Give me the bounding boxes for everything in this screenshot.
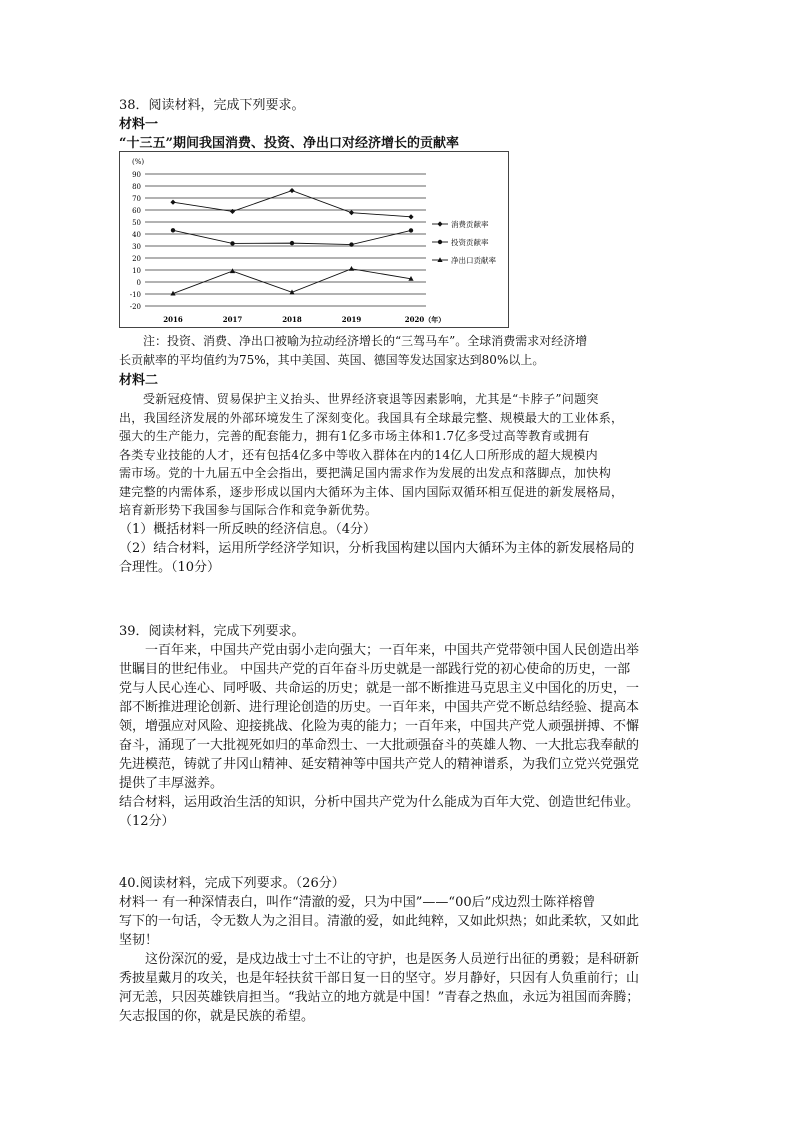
x-tick-label: 2020（年）: [404, 315, 446, 324]
q39-material-line: 奋斗，涌现了一大批视死如归的革命烈士、一大批顽强奋斗的英雄人物、一大批忘我奉献的: [119, 738, 640, 753]
y-tick-label: 50: [132, 219, 141, 227]
data-point-series-3: [230, 268, 235, 273]
x-tick-label: 2019: [341, 315, 362, 324]
q38-material2-line: 强大的生产能力，完善的配套能力，拥有1亿多市场主体和1.7亿多受过高等教育或拥有: [119, 429, 590, 443]
q39-heading: 39．阅读材料，完成下列要求。: [119, 624, 305, 639]
q40-block: [119, 874, 679, 1026]
q38-material2: [119, 371, 679, 577]
data-point-series-2: [230, 241, 234, 245]
y-tick-label: 10: [132, 267, 141, 275]
y-tick-label: 20: [132, 255, 141, 263]
legend-marker: [437, 221, 442, 226]
y-tick-label: 0: [136, 279, 141, 287]
q38-block: [119, 96, 679, 153]
data-point-series-2: [290, 241, 294, 245]
data-point-series-2: [171, 228, 175, 232]
q40-heading: 40.阅读材料，完成下列要求。（26分）: [119, 876, 345, 891]
chart-note: [119, 332, 679, 370]
y-tick-label: 30: [132, 243, 141, 251]
q40-paragraph2-line: 矢志报国的你，就是民族的希望。: [119, 1009, 315, 1024]
q38-material1-label: 材料一: [119, 117, 159, 132]
q40-paragraph2-line: 这份深沉的爱，是戍边战士寸土不让的守护，也是医务人员逆行出征的勇毅；是科研新: [145, 952, 640, 967]
data-point-series-1: [349, 210, 354, 215]
x-tick-label: 2016: [163, 315, 183, 324]
q40-material1-line: 写下的一句话，令无数人为之泪目。清澈的爱，如此纯粹，又如此炽热；如此柔软，又如此: [119, 914, 640, 929]
chart-title: “十三五”期间我国消费、投资、净出口对经济增长的贡献率: [119, 136, 459, 151]
q38-heading: 38．阅读材料，完成下列要求。: [119, 98, 305, 113]
legend-label: 消费贡献率: [451, 220, 489, 229]
q39-material-text: [119, 641, 679, 793]
data-point-series-2: [409, 228, 413, 232]
q40-material1-text: [119, 893, 679, 950]
q39-task-line1: 结合材料，运用政治生活的知识，分析中国共产党为什么能成为百年大党、创造世纪伟业。: [119, 795, 640, 810]
q39-material-line: 提供了丰厚滋养。: [119, 776, 224, 791]
q38-material2-line: 培育新形势下我国参与国际合作和竞争新优势。: [119, 503, 378, 517]
q38-subq2-line1: （2）结合材料，运用所学经济学知识，分析我国构建以国内大循环为主体的新发展格局的: [119, 540, 635, 556]
q38-material2-line: 需市场。党的十九届五中全会指出，要把满足国内需求作为发展的出发点和落脚点，加快构: [119, 466, 612, 480]
chart-frame: [119, 151, 509, 328]
q38-material2-label: 材料二: [119, 373, 159, 388]
y-tick-label: 80: [132, 183, 141, 191]
x-tick-label: 2018: [282, 315, 302, 324]
y-tick-label: -20: [129, 303, 141, 311]
y-tick-label: 70: [132, 195, 141, 203]
q39-material-line: 先进模范，铸就了井冈山精神、延安精神等中国共产党人的精神谱系，为我们立党兴党强党: [119, 757, 640, 772]
data-point-series-1: [408, 214, 413, 219]
legend-marker: [438, 240, 442, 244]
q38-subq2-line2: 合理性。（10分）: [119, 559, 221, 575]
y-tick-label: 90: [132, 171, 141, 179]
legend-label: 投资贡献率: [451, 238, 489, 247]
y-axis-unit-label: (%): [132, 158, 145, 166]
q38-material2-line: 建完整的内需体系，逐步形成以国内大循环为主体、国内国际双循环相互促进的新发展格局，: [119, 484, 624, 499]
q38-material2-line: 受新冠疫情、贸易保护主义抬头、世界经济衰退等因素影响，尤其是“卡脖子”问题突: [143, 392, 599, 406]
data-point-series-1: [289, 188, 294, 193]
q39-material-line: 领，增强应对风险、迎接挑战、化险为夷的能力；一百年来，中国共产党人顽强拼搏、不懈: [119, 719, 640, 734]
q40-paragraph2-line: 秀披星戴月的攻关，也是年轻扶贫干部日复一日的坚守。岁月静好，只因有人负重前行；山: [119, 971, 640, 986]
data-point-series-1: [170, 200, 175, 205]
q38-material2-line: 出，我国经济发展的外部环境发生了深刻变化。我国具有全球最完整、规模最大的工业体系，: [119, 410, 624, 425]
chart-note-line1: 注：投资、消费、净出口被喻为拉动经济增长的“三驾马车”。全球消费需求对经济增: [143, 334, 588, 348]
q38-material2-line: 各类专业技能的人才，还有包括4亿多中等收入群体在内的14亿人口所形成的超大规模内: [119, 447, 598, 462]
y-tick-label: 60: [132, 207, 141, 215]
q40-paragraph2-text: [119, 950, 679, 1026]
chart-note-line2: 长贡献率的平均值约为75%，其中美国、英国、德国等发达国家达到80%以上。: [119, 353, 545, 367]
data-point-series-1: [230, 209, 235, 214]
line-chart: [120, 152, 508, 327]
data-point-series-3: [349, 266, 354, 271]
q40-material1-line: 材料一 有一种深情表白，叫作“清澈的爱，只为中国”——“00后”戍边烈士陈祥榕曾: [119, 895, 596, 910]
y-tick-label: 40: [132, 231, 141, 239]
q40-paragraph2-line: 河无恙，只因英雄铁肩担当。“我站立的地方就是中国！”青春之热血，永远为祖国而奔腾；: [119, 990, 640, 1005]
q39-task-line2: （12分）: [119, 814, 175, 829]
q39-material-line: 一百年来，中国共产党由弱小走向强大；一百年来，中国共产党带领中国人民创造出举: [145, 643, 640, 658]
data-point-series-2: [349, 242, 353, 246]
q39-block: [119, 622, 679, 831]
q39-material-line: 部不断推进理论创新、进行理论创造的历史。一百年来，中国共产党不断总结经验、提高本: [119, 700, 640, 715]
q39-material-line: 党与人民心连心、同呼吸、共命运的历史；就是一部不断推进马克思主义中国化的历史，一: [119, 681, 640, 696]
series-line-1: [173, 191, 411, 217]
x-tick-label: 2017: [222, 315, 243, 324]
q40-material1-line: 坚韧！: [119, 933, 159, 948]
q38-material2-text: [119, 390, 679, 520]
y-tick-label: -10: [129, 291, 141, 299]
q38-subq1: （1）概括材料一所反映的经济信息。（4分）: [119, 521, 377, 537]
q39-material-line: 世瞩目的世纪伟业。 中国共产党的百年奋斗历史就是一部践行党的初心使命的历史，一部: [119, 662, 631, 677]
legend-label: 净出口贡献率: [451, 256, 496, 265]
